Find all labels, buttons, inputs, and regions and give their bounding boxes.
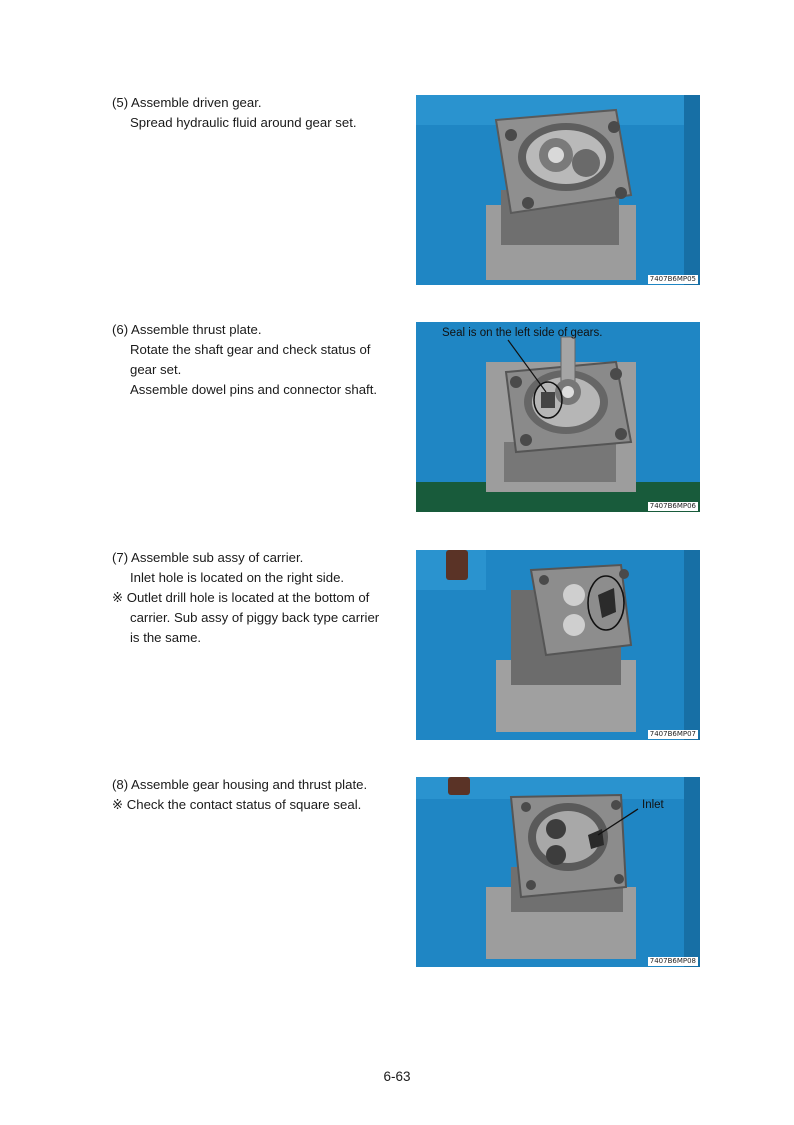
step-7-heading: (7) Assemble sub assy of carrier. (112, 550, 304, 565)
step-7-photo-image (416, 550, 700, 740)
step-6-callout: Seal is on the left side of gears. (442, 327, 603, 339)
step-8-photo-code: 7407B6MP08 (649, 957, 696, 965)
step-5-photo-code: 7407B6MP05 (649, 275, 696, 283)
step-5-photo (416, 95, 700, 285)
step-6-photo-code: 7407B6MP06 (649, 502, 696, 510)
step-7-instruction: Inlet hole is located on the right side. (130, 570, 345, 585)
step-6-photo (416, 322, 700, 512)
step-8-heading: (8) Assemble gear housing and thrust plate. (112, 777, 368, 792)
step-5-text (112, 93, 384, 133)
step-6-instruction-3: Assemble dowel pins and connector shaft. (130, 382, 378, 397)
step-7-note: ※ Outlet drill hole is located at the bottom of carrier. Sub assy of piggy back type carrier is the same. (112, 590, 380, 645)
step-7-photo-code: 7407B6MP07 (649, 730, 696, 738)
step-5-heading: (5) Assemble driven gear. (112, 95, 262, 110)
step-5-instruction: Spread hydraulic fluid around gear set. (130, 115, 357, 130)
step-7-text (112, 548, 384, 648)
step-6-heading: (6) Assemble thrust plate. (112, 322, 262, 337)
page-number: 6-63 (383, 1069, 411, 1084)
step-6-instruction-1: Rotate the shaft gear and check status of (130, 342, 371, 357)
step-6-instruction-2: gear set. (130, 362, 182, 377)
step-5-photo-image (416, 95, 700, 285)
step-7-photo (416, 550, 700, 740)
step-8-note: ※ Check the contact status of square seal. (112, 797, 362, 812)
step-8-text (112, 775, 384, 815)
step-6-text (112, 320, 384, 400)
step-6-photo-image (416, 322, 700, 512)
step-8-callout: Inlet (642, 799, 664, 811)
step-8-photo (416, 777, 700, 967)
